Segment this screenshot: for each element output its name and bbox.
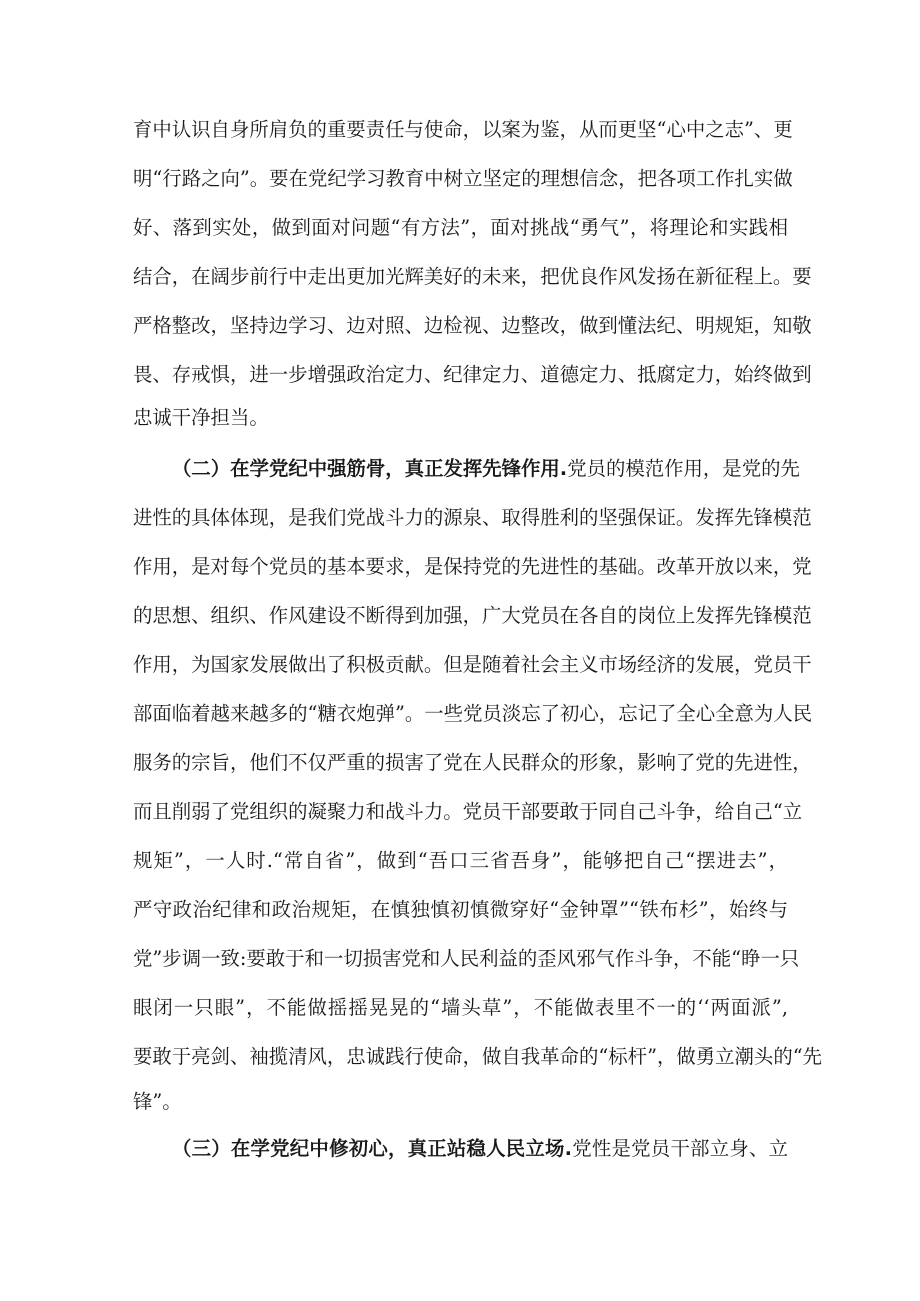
paragraph-line: 服务的宗旨，他们不仅严重的损害了党在人民群众的形象，影响了党的先进性， <box>133 751 812 774</box>
section-2-heading: （二）在学党纪中强筋骨，真正发挥先锋作用. <box>172 457 568 480</box>
paragraph-line: 结合，在阔步前行中走出更加光辉美好的未来，把优良作风发扬在新征程上。要 <box>133 265 812 288</box>
paragraph-line: 锋”。 <box>133 1090 182 1113</box>
paragraph-line: 而且削弱了党组织的凝聚力和战斗力。党员干部要敢于同自己斗争，给自己“立 <box>133 800 803 823</box>
paragraph-line: 要敢于亮剑、袖揽清风，忠诚践行使命，做自我革命的“标杆”，做勇立潮头的“先 <box>133 1045 823 1068</box>
paragraph-line: 作用，是对每个党员的基本要求，是保持党的先进性的基础。改革开放以来，党 <box>133 555 812 578</box>
section-3-first-line <box>172 1129 788 1169</box>
section-3-first-line-text: 党性是党员干部立身、立 <box>572 1137 788 1160</box>
paragraph-line: 的思想、组织、作风建设不断得到加强，广大党员在各自的岗位上发挥先锋模范 <box>133 604 812 627</box>
paragraph-line: 好、落到实处，做到面对问题“有方法”，面对挑战“勇气”，将理论和实践相 <box>133 216 788 239</box>
section-2-first-line-text: 党员的模范作用，是党的先 <box>567 457 800 480</box>
paragraph-line: 明“行路之向”。要在党纪学习教育中树立坚定的理想信念，把各项工作扎实做 <box>133 167 793 190</box>
section-2-first-line <box>172 449 800 489</box>
paragraph-line: 党”步调一致:要敢于和一切损害党和人民利益的歪风邪气作斗争，不能“睁一只 <box>133 947 800 970</box>
paragraph-line: 作用，为国家发展做出了积极贡献。但是随着社会主义市场经济的发展，党员干 <box>133 653 812 676</box>
section-3-heading: （三）在学党纪中修初心，真正站稳人民立场. <box>172 1137 573 1160</box>
paragraph-line: 育中认识自身所肩负的重要责任与使命，以案为鉴，从而更坚“心中之志”、更 <box>133 118 793 141</box>
paragraph-line: 严守政治纪律和政治规矩，在慎独慎初慎微穿好“金钟罩”“铁布杉”，始终与 <box>133 898 788 921</box>
paragraph-line: 进性的具体体现，是我们党战斗力的源泉、取得胜利的坚强保证。发挥先锋模范 <box>133 506 812 529</box>
paragraph-line: 规矩”，一人时.“常自省”，做到“吾口三省吾身”，能够把自己“摆进去”， <box>133 849 788 872</box>
paragraph-line: 严格整改，坚持边学习、边对照、边检视、边整改，做到懂法纪、明规矩，知敬 <box>133 314 812 337</box>
paragraph-line: 部面临着越来越多的“糖衣炮弹”。一些党员淡忘了初心，忘记了全心全意为人民 <box>133 702 813 725</box>
paragraph-line: 眼闭一只眼”，不能做摇摇晃晃的“墙头草”，不能做表里不一的‘‘两面派”, <box>133 996 788 1019</box>
paragraph-line: 畏、存戒惧，进一步增强政治定力、纪律定力、道德定力、抵腐定力，始终做到 <box>133 363 812 386</box>
paragraph-line: 忠诚干净担当。 <box>133 406 269 429</box>
